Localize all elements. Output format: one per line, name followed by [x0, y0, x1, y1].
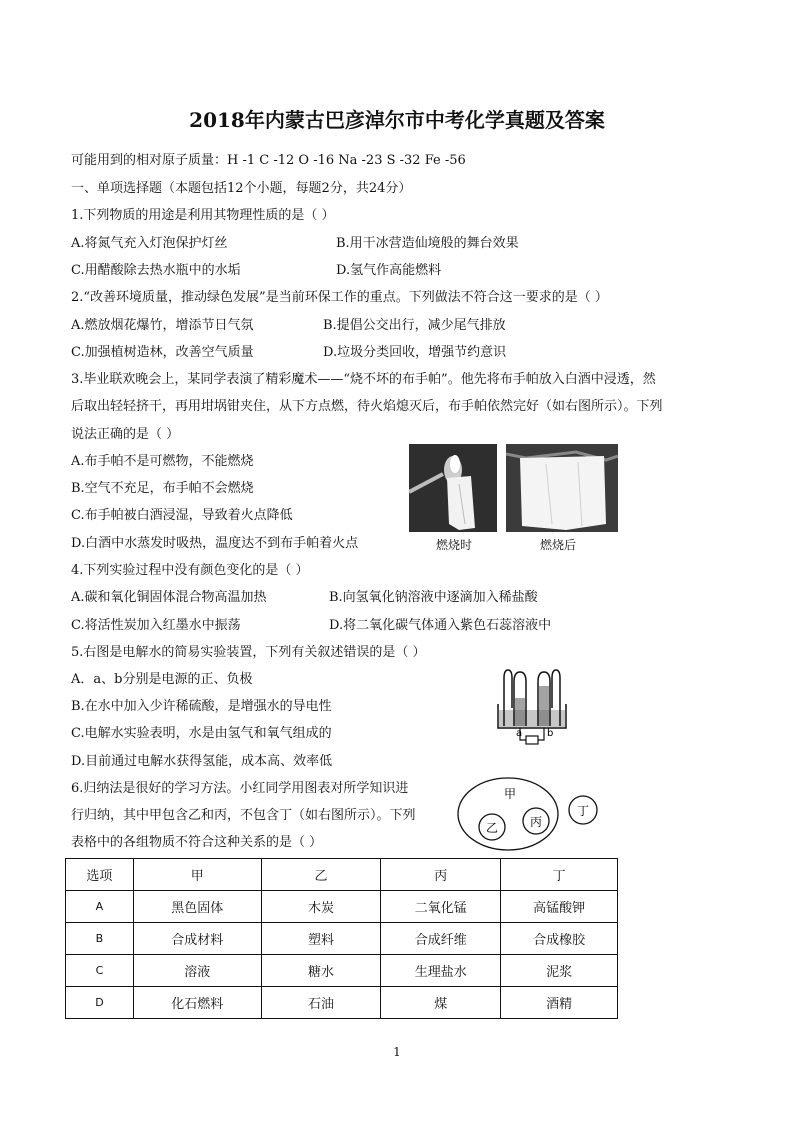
- page-number: 1: [393, 1045, 401, 1059]
- burning-handkerchief-image: [409, 444, 497, 532]
- table-cell: 生理盐水: [381, 955, 501, 987]
- q5-option-b: B.在水中加入少许稀硫酸，是增强水的导电性: [71, 699, 332, 714]
- table-header-row: [66, 859, 618, 891]
- electrode-label-b: b: [547, 728, 554, 739]
- venn-label-ding: 丁: [577, 804, 590, 818]
- q2-option-a: A.燃放烟花爆竹，增添节日气氛: [71, 318, 254, 333]
- venn-label-jia: 甲: [504, 787, 517, 801]
- q4-option-c: C.将活性炭加入红墨水中振荡: [71, 618, 241, 633]
- table-cell: 高锰酸钾: [501, 891, 618, 923]
- table-cell: 糖水: [261, 955, 381, 987]
- q4-option-d: D.将二氧化碳气体通入紫色石蕊溶液中: [329, 618, 552, 633]
- table-cell: B: [66, 923, 134, 955]
- q1-option-c: C.用醋酸除去热水瓶中的水垢: [71, 263, 241, 278]
- q1-option-a: A.将氮气充入灯泡保护灯丝: [71, 236, 228, 251]
- after-burning-photo: [506, 444, 618, 532]
- table-cell: A: [66, 891, 134, 923]
- table-cell: 泥浆: [501, 955, 618, 987]
- table-cell: 塑料: [261, 923, 381, 955]
- q1-stem: 1.下列物质的用途是利用其物理性质的是（ ）: [71, 208, 335, 223]
- section-heading: 一、单项选择题（本题包括12个小题，每题2分，共24分）: [71, 181, 412, 196]
- table-cell: 二氧化锰: [381, 891, 501, 923]
- table-cell: 溶液: [133, 955, 261, 987]
- q1-option-d: D.氢气作高能燃料: [336, 263, 442, 278]
- q6-stem-line1: 6.归纳法是很好的学习方法。小红同学用图表对所学知识进: [71, 781, 409, 796]
- q3-stem-line3: 说法正确的是（ ）: [71, 427, 180, 442]
- burning-photo: [409, 444, 497, 532]
- table-cell: 木炭: [261, 891, 381, 923]
- electrode-label-a: a: [516, 728, 523, 739]
- q5-stem: 5.右图是电解水的简易实验装置，下列有关叙述错误的是（ ）: [71, 645, 426, 660]
- options-table: [65, 858, 618, 1019]
- table-cell: 合成纤维: [381, 923, 501, 955]
- table-cell: 煤: [381, 987, 501, 1019]
- table-row: [66, 987, 618, 1019]
- q3-stem-line1: 3.毕业联欢晚会上，某同学表演了精彩魔术——“烧不坏的布手帕”。他先将布手帕放入白酒中浸透，然: [71, 372, 656, 387]
- q3-option-a: A.布手帕不是可燃物，不能燃烧: [71, 454, 254, 469]
- q4-stem: 4.下列实验过程中没有颜色变化的是（ ）: [71, 563, 309, 578]
- caption-burning: 燃烧时: [436, 538, 473, 552]
- table-row: [66, 923, 618, 955]
- caption-after: 燃烧后: [540, 538, 577, 552]
- q5-option-a: A．a、b分别是电源的正、负极: [71, 672, 253, 687]
- page-title: 2018年内蒙古巴彦淖尔市中考化学真题及答案: [189, 108, 605, 132]
- table-row: [66, 955, 618, 987]
- table-header: 丙: [381, 859, 501, 891]
- venn-label-yi: 乙: [486, 821, 499, 835]
- table-cell: C: [66, 955, 134, 987]
- q3-stem-line2: 后取出轻轻挤干，再用坩埚钳夹住，从下方点燃，待火焰熄灭后，布手帕依然完好（如右图所示）。下列: [71, 399, 663, 414]
- table-header: 丁: [501, 859, 618, 891]
- table-cell: D: [66, 987, 134, 1019]
- q5-option-d: D.目前通过电解水获得氢能，成本高、效率低: [71, 754, 333, 769]
- q2-option-c: C.加强植树造林，改善空气质量: [71, 345, 254, 360]
- q6-stem-line3: 表格中的各组物质不符合这种关系的是（ ）: [71, 835, 323, 850]
- q3-option-c: C.布手帕被白酒浸湿，导致着火点降低: [71, 508, 293, 523]
- table-cell: 黑色固体: [133, 891, 261, 923]
- table-header: 乙: [261, 859, 381, 891]
- q2-option-b: B.提倡公交出行，减少尾气排放: [323, 318, 506, 333]
- table-cell: 石油: [261, 987, 381, 1019]
- table-cell: 合成材料: [133, 923, 261, 955]
- venn-diagram: [456, 774, 606, 854]
- table-header: 选项: [66, 859, 134, 891]
- venn-label-bing: 丙: [530, 815, 543, 829]
- table-header: 甲: [133, 859, 261, 891]
- atomic-masses: 可能用到的相对原子质量：H -1 C -12 O -16 Na -23 S -32 Fe -56: [71, 153, 466, 168]
- table-cell: 酒精: [501, 987, 618, 1019]
- q3-option-d: D.白酒中水蒸发时吸热，温度达不到布手帕着火点: [71, 536, 359, 551]
- electrolysis-apparatus-diagram: [490, 668, 574, 750]
- q4-option-a: A.碳和氧化铜固体混合物高温加热: [71, 590, 267, 605]
- intact-handkerchief-image: [506, 444, 618, 532]
- table-row: [66, 891, 618, 923]
- table-cell: 化石燃料: [133, 987, 261, 1019]
- q3-option-b: B.空气不充足，布手帕不会燃烧: [71, 481, 254, 496]
- q5-option-c: C.电解水实验表明，水是由氢气和氧气组成的: [71, 726, 332, 741]
- q2-stem: 2.“改善环境质量，推动绿色发展”是当前环保工作的重点。下列做法不符合这一要求的是（ ）: [71, 290, 608, 305]
- q4-option-b: B.向氢氧化钠溶液中逐滴加入稀盐酸: [329, 590, 538, 605]
- q6-stem-line2: 行归纳，其中甲包含乙和丙，不包含丁（如右图所示）。下列: [71, 808, 416, 823]
- table-cell: 合成橡胶: [501, 923, 618, 955]
- q2-option-d: D.垃圾分类回收，增强节约意识: [323, 345, 507, 360]
- q1-option-b: B.用干冰营造仙境般的舞台效果: [336, 236, 519, 251]
